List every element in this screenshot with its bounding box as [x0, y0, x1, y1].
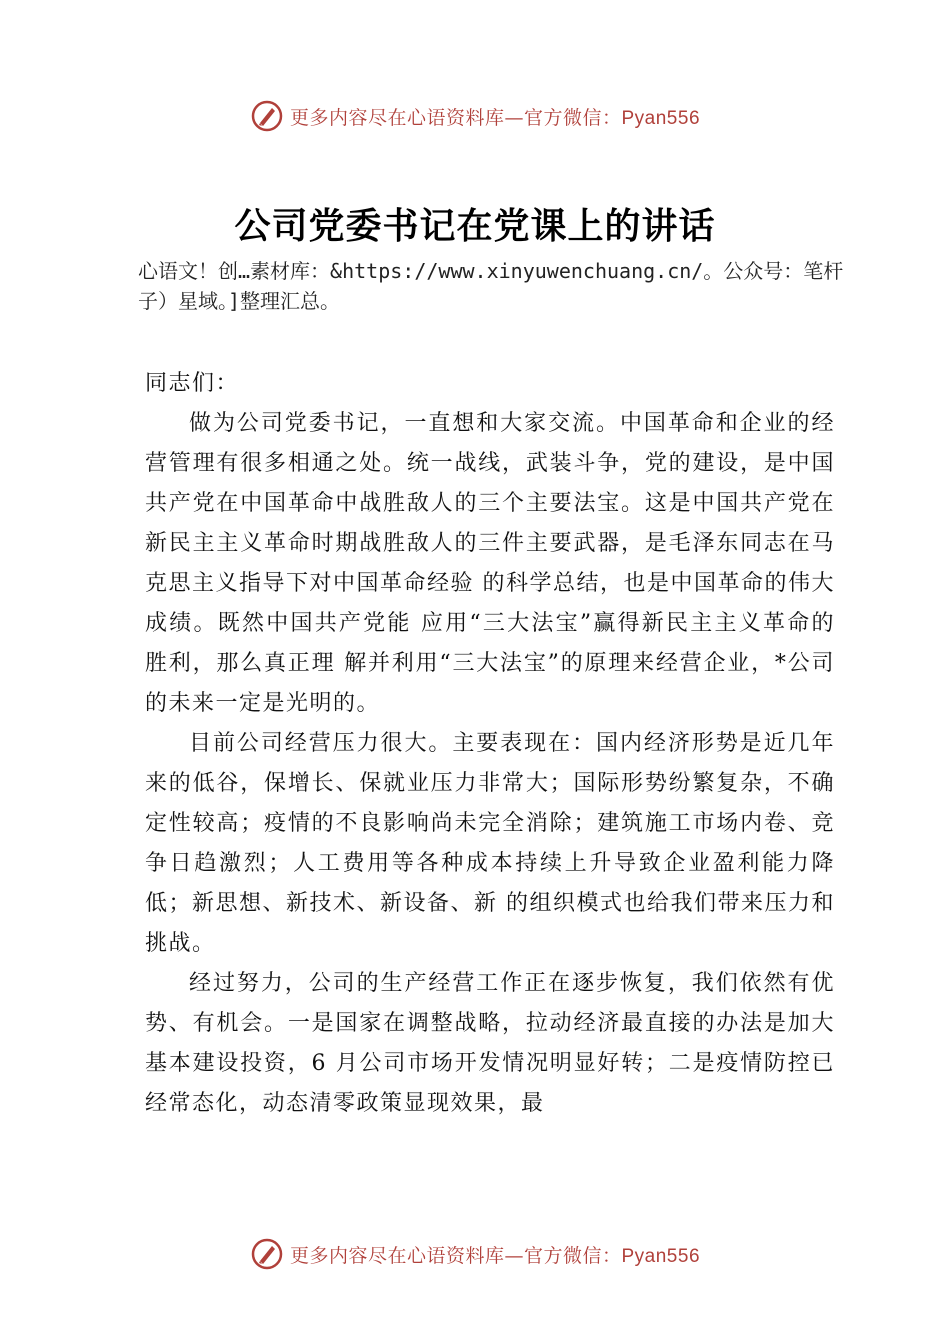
banner-text [290, 103, 700, 130]
banner-text [290, 1241, 700, 1268]
source-note: 心语文！创…素材库：&https://www.xinyuwenchuang.cn/。公众号：笔杆子）星域。]整理汇总。 [138, 259, 844, 313]
banner-label: 更多内容尽在心语资料库—官方微信： [289, 106, 622, 129]
document-title: 公司党委书记在党课上的讲话 [234, 205, 716, 247]
header-banner [0, 96, 950, 136]
paragraph: 经过努力，公司的生产经营工作正在逐步恢复，我们依然有优势、有机会。一是国家在调整战略，拉动经济最直接的办法是加大基本建设投资，6 月公司市场开发情况明显好转；二是疫情防控已经常态化，动态清零政策显现效果，最 [145, 971, 835, 1116]
banner-label: 更多内容尽在心语资料库—官方微信： [289, 1244, 622, 1267]
paragraph: 做为公司党委书记，一直想和大家交流。中国革命和企业的经营管理有很多相通之处。统一战线，武装斗争，党的建设，是中国共产党在中国革命中战胜敌人的三个主要法宝。这是中国共产党在新民主主义革命时期战胜敌人的三件主要武器，是毛泽东同志在马克思主义指导下对中国革命经验 的科学总结，也是中国革命的伟大成绩。既然中国共产党能 应用“三大法宝”赢得新民主主义革命的胜利，那么真正理 解并利用“三大法宝”的原理来经营企业，*公司的未来一定是光明的。 [145, 411, 835, 716]
wechat-id: Pyan556 [621, 1245, 701, 1267]
document-body [145, 364, 835, 1124]
pen-seal-logo-icon [250, 1237, 284, 1271]
greeting: 同志们： [145, 371, 240, 396]
footer-banner [0, 1234, 950, 1274]
pen-seal-logo-icon [250, 99, 284, 133]
wechat-id: Pyan556 [621, 107, 701, 129]
paragraph: 目前公司经营压力很大。主要表现在：国内经济形势是近几年来的低谷，保增长、保就业压力非常大；国际形势纷繁复杂，不确定性较高；疫情的不良影响尚未完全消除；建筑施工市场内卷、竞争日趋激烈；人工费用等各种成本持续上升导致企业盈利能力降低；新思想、新技术、新设备、新 的组织模式也给我们带来压力和挑战。 [145, 731, 835, 956]
